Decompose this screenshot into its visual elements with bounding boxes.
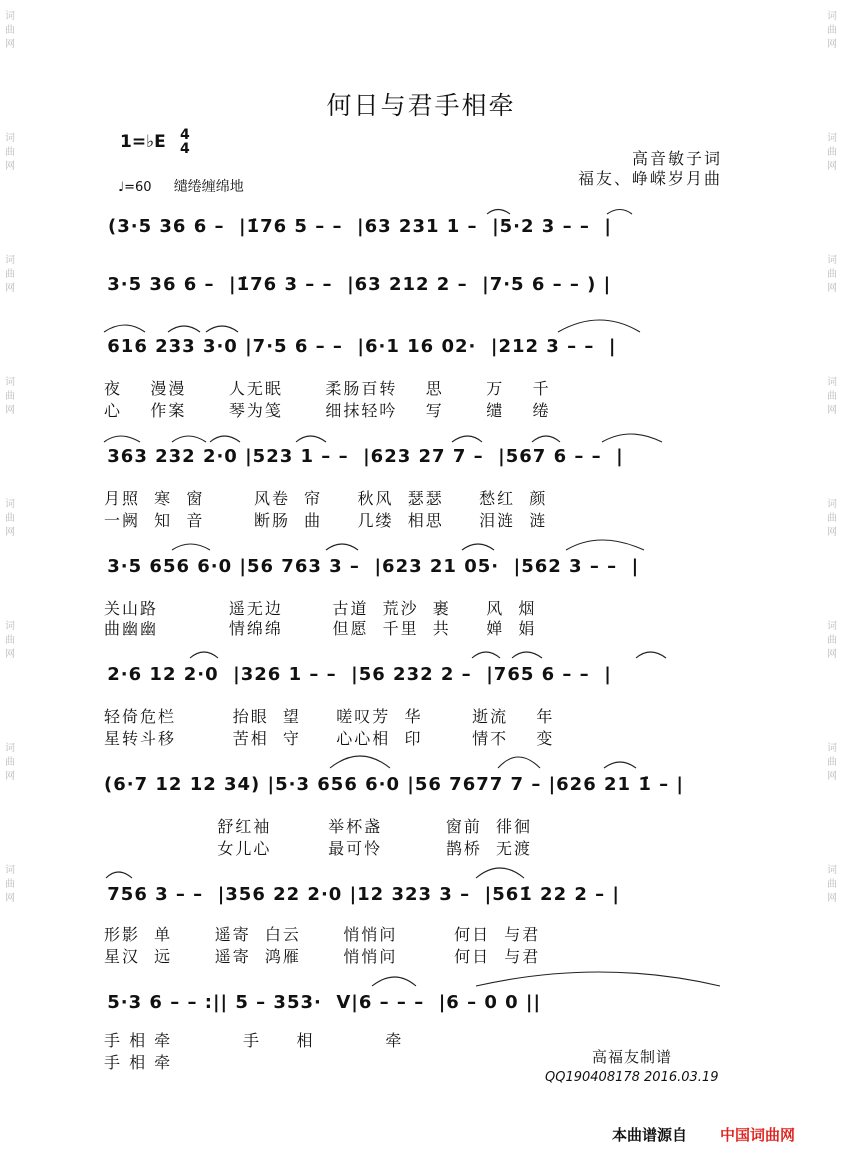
lyric-line-6b: 星转斗移 苦相 守 心心相 印 情不 变	[104, 729, 555, 748]
slur-23	[498, 757, 540, 768]
right-watermark-text-6: 词曲网	[827, 621, 837, 660]
slur-28	[476, 972, 720, 986]
lyric-line-5b: 曲幽幽 情绵绵 但愿 千里 共 婵 娟	[104, 619, 537, 638]
score-system-5: 3·5 656 6·0 |56 763 3 – |623 21 05· |562 3 – – |	[100, 556, 640, 577]
slur-2	[607, 210, 632, 215]
score-system-3: 616 233 3·0 |7·5 6 – – |6·1 16 02· |212 3 – – |	[100, 336, 617, 357]
lyric-line-8b: 星汉 远 遥寄 鸿雁 悄悄问 何日 与君	[104, 947, 541, 966]
slur-20	[512, 652, 542, 658]
slur-1	[487, 210, 510, 215]
right-watermark-text-5: 词曲网	[827, 499, 837, 538]
left-watermark-text-7: 词曲网	[5, 743, 15, 782]
date-stamp: QQ190408178 2016.03.19	[545, 1070, 719, 1085]
lyric-line-7a: 舒红袖 举杯盏 窗前 徘徊	[104, 817, 533, 836]
slur-13	[602, 434, 662, 442]
score-system-1: (3·5 36 6 – |1̇76 5 – – |63 231 1 – |5·2 3 – – |	[108, 216, 612, 237]
slur-8	[172, 436, 206, 442]
right-watermark-text-7: 词曲网	[827, 743, 837, 782]
lyric-line-3b: 心 作案 琴为笺 细抹轻吟 写 缱 绻	[104, 401, 551, 420]
slur-25	[106, 872, 132, 878]
site-name: 中国词曲网	[720, 1126, 796, 1144]
left-watermark-text-2: 词曲网	[5, 133, 15, 172]
score-system-6: 2·6 12 2·0 |326 1 – – |56 232 2 – |765 6 – – |	[100, 664, 612, 685]
slur-14	[172, 544, 210, 550]
meter-bottom: 4	[180, 141, 190, 157]
right-watermark-text-1: 词曲网	[827, 11, 837, 50]
slur-6	[558, 320, 640, 332]
lyric-line-9a: 手 相 牵 手 相 牵	[104, 1031, 404, 1050]
slur-15	[326, 544, 358, 550]
score-system-2: 3·5 36 6 – |1̇76 3 – – |63 212 2 – |7·5 6 – – ) |	[100, 274, 612, 295]
mood-text: 缱绻缠绵地	[173, 179, 244, 195]
right-watermark-text-4: 词曲网	[827, 377, 837, 416]
left-watermark-text-4: 词曲网	[5, 377, 15, 416]
slur-17	[566, 540, 644, 550]
lyricist-credit: 高音敏子词	[631, 149, 722, 168]
score-system-9: 5·3 6 – – :|| 5 – 353· V|6 – – – |6 – 0 0 ||	[100, 992, 542, 1013]
slur-26	[476, 868, 524, 878]
lyric-line-4a: 月照 寒 窗 风卷 帘 秋风 瑟瑟 愁红 颜	[104, 489, 548, 508]
lyric-line-4b: 一阙 知 音 断肠 曲 几缕 相思 泪涟 涟	[104, 511, 548, 530]
lyric-line-3a: 夜 漫漫 人无眠 柔肠百转 思 万 千	[104, 379, 551, 398]
slur-10	[296, 436, 326, 442]
arranger-credit: 高福友制谱	[592, 1048, 673, 1066]
right-watermark-text-8: 词曲网	[827, 865, 837, 904]
slur-24	[604, 762, 636, 768]
composer-credit: 福友、峥嵘岁月曲	[577, 169, 722, 188]
right-watermark-text-3: 词曲网	[827, 255, 837, 294]
slur-12	[532, 436, 560, 442]
slur-5	[206, 326, 238, 332]
left-watermark-text-8: 词曲网	[5, 865, 15, 904]
slur-19	[472, 652, 500, 658]
lyric-line-7b: 女儿心 最可怜 鹊桥 无渡	[104, 839, 533, 858]
meter-top: 4	[180, 127, 190, 143]
slur-4	[168, 326, 200, 332]
left-watermark-text-1: 词曲网	[5, 11, 15, 50]
slur-7	[104, 436, 140, 442]
left-watermark-text-3: 词曲网	[5, 255, 15, 294]
left-watermark-text-5: 词曲网	[5, 499, 15, 538]
slur-22	[330, 756, 390, 768]
slur-16	[462, 544, 494, 550]
lyric-line-5a: 关山路 遥无边 古道 荒沙 裹 风 烟	[104, 599, 537, 618]
slur-9	[210, 436, 240, 442]
song-title: 何日与君手相牵	[326, 91, 516, 120]
left-watermark-text-6: 词曲网	[5, 621, 15, 660]
score-system-7: (6·7 12 12 34) |5·3 656 6·0 |56 7677 7 – |626 21 1̇ – |	[104, 774, 684, 795]
score-system-8: 756 3 – – |356 22 2·0 |12 323 3 – |561̇ 22 2 – |	[100, 884, 620, 905]
slur-3	[104, 325, 145, 332]
right-watermark-text-2: 词曲网	[827, 133, 837, 172]
slur-21	[636, 652, 666, 658]
tempo-value: ♩=60	[118, 180, 152, 195]
slur-18	[190, 652, 218, 658]
lyric-line-9b: 手 相 牵	[104, 1053, 173, 1072]
slur-11	[452, 436, 482, 442]
lyric-line-6a: 轻倚危栏 抬眼 望 嗟叹芳 华 逝流 年	[104, 707, 555, 726]
source-label: 本曲谱源自	[612, 1126, 688, 1144]
score-system-4: 363 232 2·0 |523 1 – – |623 27 7 – |567 6 – – |	[100, 446, 624, 467]
lyric-line-8a: 形影 单 遥寄 白云 悄悄问 何日 与君	[104, 925, 541, 944]
key-signature: 1=♭E	[120, 132, 166, 152]
slur-27	[372, 977, 416, 986]
